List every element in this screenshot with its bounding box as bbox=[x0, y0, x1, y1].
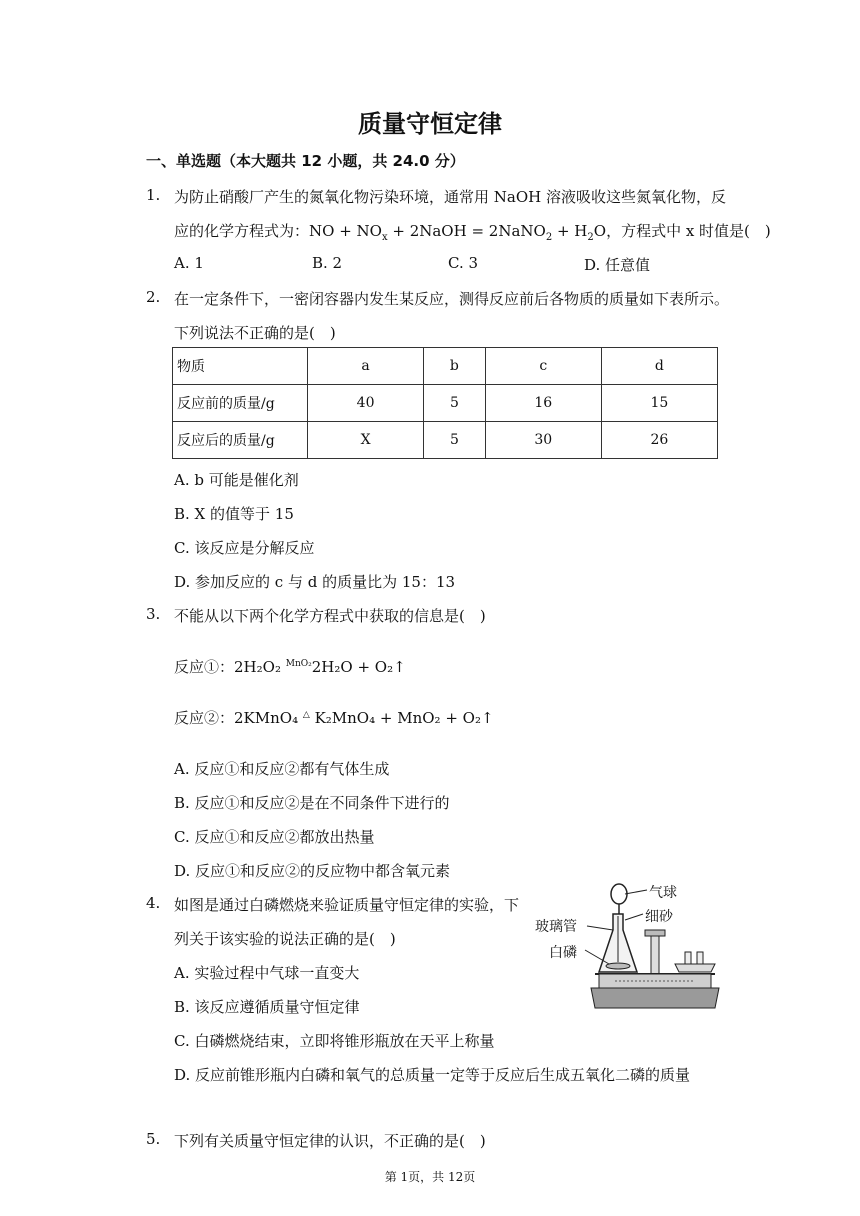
question-4-text-line1: 如图是通过白磷燃烧来验证质量守恒定律的实验，下 bbox=[174, 896, 520, 914]
table-cell: c bbox=[485, 348, 601, 385]
table-cell: 40 bbox=[308, 385, 424, 422]
table-cell: 30 bbox=[485, 422, 601, 459]
question-2-option-c[interactable]: C. 该反应是分解反应 bbox=[174, 539, 315, 557]
table-cell: b bbox=[424, 348, 486, 385]
question-1-text-line1: 为防止硝酸厂产生的氮氧化物污染环境，通常用 NaOH 溶液吸收这些氮氧化物，反 bbox=[174, 188, 726, 206]
question-number-1: 1. bbox=[146, 186, 161, 204]
table-cell: 反应前的质量/g bbox=[173, 385, 308, 422]
question-3-option-d[interactable]: D. 反应①和反应②的反应物中都含氧元素 bbox=[174, 862, 451, 880]
question-2-text-line2: 下列说法不正确的是( ) bbox=[174, 324, 336, 342]
question-number-4: 4. bbox=[146, 894, 161, 912]
question-2-option-d[interactable]: D. 参加反应的 c 与 d 的质量比为 15：13 bbox=[174, 573, 456, 591]
table-cell: a bbox=[308, 348, 424, 385]
question-1-text-line2: 应的化学方程式为：NO + $NO_x$ + 2NaOH = 2NaNO$_2$ + $H_2O$，方程式中 x 时值是( ) bbox=[174, 222, 771, 243]
question-4-option-a[interactable]: A. 实验过程中气球一直变大 bbox=[174, 964, 360, 982]
section-heading: 一、单选题（本大题共 12 小题，共 24.0 分） bbox=[146, 152, 465, 170]
equation-1: 反应①：2H₂O₂ $^{MnO_2}$2H₂O + O₂↑ bbox=[174, 658, 406, 676]
table-cell: 26 bbox=[601, 422, 717, 459]
mass-table bbox=[172, 347, 718, 459]
page-title: 质量守恒定律 bbox=[358, 110, 502, 138]
question-3-option-c[interactable]: C. 反应①和反应②都放出热量 bbox=[174, 828, 375, 846]
table-cell: 15 bbox=[601, 385, 717, 422]
question-2-option-b[interactable]: B. X 的值等于 15 bbox=[174, 505, 294, 523]
question-4-option-c[interactable]: C. 白磷燃烧结束，立即将锥形瓶放在天平上称量 bbox=[174, 1032, 495, 1050]
figure-label-balloon: 气球 bbox=[649, 885, 677, 901]
question-1-option-d[interactable]: D. 任意值 bbox=[584, 256, 651, 274]
figure-label-white-phosphorus: 白磷 bbox=[549, 945, 577, 961]
question-4-option-d[interactable]: D. 反应前锥形瓶内白磷和氧气的总质量一定等于反应后生成五氧化二磷的质量 bbox=[174, 1066, 691, 1084]
question-1-option-c[interactable]: C. 3 bbox=[448, 254, 479, 272]
table-cell: X bbox=[308, 422, 424, 459]
table-cell: 16 bbox=[485, 385, 601, 422]
question-1-option-a[interactable]: A. 1 bbox=[174, 254, 204, 272]
table-cell: 物质 bbox=[173, 348, 308, 385]
question-3-text-line1: 不能从以下两个化学方程式中获取的信息是( ) bbox=[174, 607, 486, 625]
question-3-option-b[interactable]: B. 反应①和反应②是在不同条件下进行的 bbox=[174, 794, 450, 812]
table-cell: d bbox=[601, 348, 717, 385]
question-3-option-a[interactable]: A. 反应①和反应②都有气体生成 bbox=[174, 760, 390, 778]
table-cell: 5 bbox=[424, 422, 486, 459]
table-cell: 5 bbox=[424, 385, 486, 422]
figure-label-glass-tube: 玻璃管 bbox=[535, 919, 577, 935]
table-row bbox=[173, 385, 718, 422]
question-2-text-line1: 在一定条件下，一密闭容器内发生某反应，测得反应前后各物质的质量如下表所示。 bbox=[174, 290, 730, 308]
question-2-option-a[interactable]: A. b 可能是催化剂 bbox=[174, 471, 299, 489]
question-number-5: 5. bbox=[146, 1130, 161, 1148]
equation-2: 反应②：2KMnO₄ △ K₂MnO₄ + MnO₂ + O₂↑ bbox=[174, 709, 494, 727]
table-cell: 反应后的质量/g bbox=[173, 422, 308, 459]
balance-experiment-figure bbox=[525, 880, 725, 1020]
table-row bbox=[173, 422, 718, 459]
question-number-3: 3. bbox=[146, 605, 161, 623]
question-5-text-line1: 下列有关质量守恒定律的认识，不正确的是( ) bbox=[174, 1132, 486, 1150]
figure-label-sand: 细砂 bbox=[645, 909, 673, 925]
question-number-2: 2. bbox=[146, 288, 161, 306]
table-header-row bbox=[173, 348, 718, 385]
question-1-option-b[interactable]: B. 2 bbox=[312, 254, 343, 272]
page-footer: 第 1页，共 12页 bbox=[384, 1170, 476, 1184]
question-4-text-line2: 列关于该实验的说法正确的是( ) bbox=[174, 930, 396, 948]
question-4-option-b[interactable]: B. 该反应遵循质量守恒定律 bbox=[174, 998, 360, 1016]
